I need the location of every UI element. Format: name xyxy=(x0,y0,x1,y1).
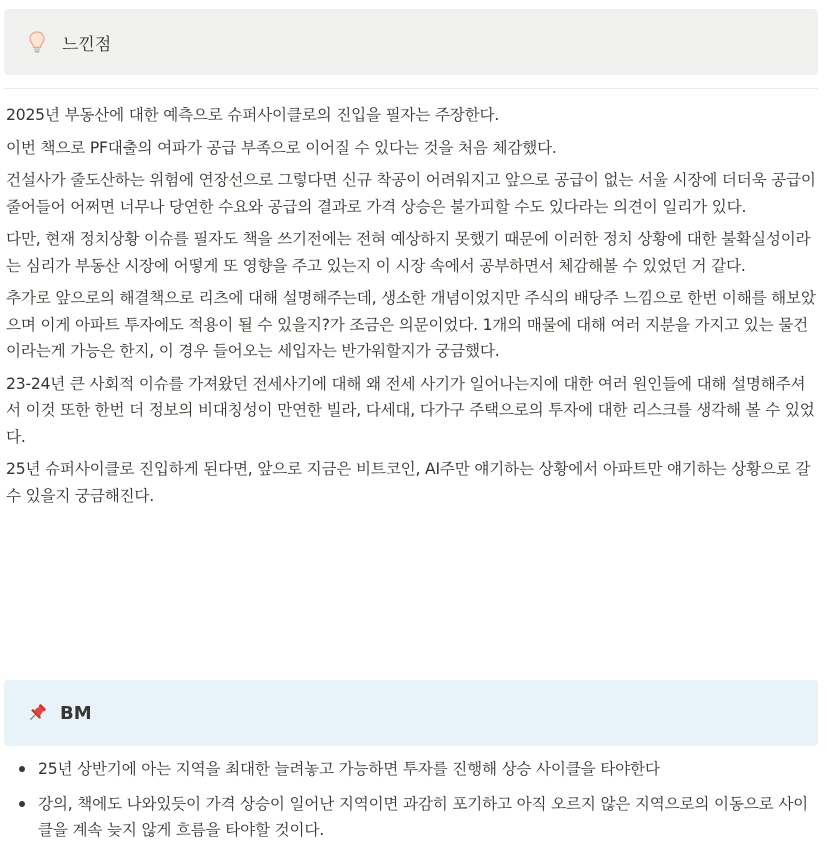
pushpin-icon xyxy=(24,700,50,726)
callout-title: 느낀점 xyxy=(62,34,112,55)
paragraph: 23-24년 큰 사회적 이슈를 가져왔던 전세사기에 대해 왜 전세 사기가 일어나는지에 대한 여러 원인들에 대해 설명해주셔서 이것 또한 한번 더 정보의 비대칭성이 만연한 빌라, 다세대, 다가구 주택으로의 투자에 대한 리스크를 생각해 볼 수 있었다. xyxy=(6,374,815,446)
list-item-text: 강의, 책에도 나와있듯이 가격 상승이 일어난 지역이면 과감히 포기하고 아직 오르지 않은 지역으로의 이동으로 사이클을 계속 늦지 않게 흐름을 타야할 것이다. xyxy=(38,794,808,839)
bm-callout xyxy=(4,680,818,746)
paragraph-list xyxy=(6,102,818,515)
lightbulb-icon xyxy=(24,29,50,55)
paragraph: 이번 책으로 PF대출의 여파가 공급 부족으로 이어질 수 있다는 것을 처음 체감했다. xyxy=(6,138,557,157)
bullet-dot-icon xyxy=(6,756,38,783)
paragraph: 다만, 현재 정치상황 이슈를 필자도 책을 쓰기전에는 전혀 예상하지 못했기 때문에 이러한 정치 상황에 대한 불확실성이라는 심리가 부동산 시장에 어떻게 또 영향을 주고 있는지 이 시장 속에서 공부하면서 체감해볼 수 있었던 거 같다. xyxy=(6,230,811,275)
list-item xyxy=(6,756,818,783)
paragraph: 25년 슈퍼사이클로 진입하게 된다면, 앞으로 지금은 비트코인, AI주만 얘기하는 상황에서 아파트만 얘기하는 상황으로 갈 수 있을지 궁금해진다. xyxy=(6,460,811,505)
paragraph: 2025년 부동산에 대한 예측으로 슈퍼사이클로의 진입을 필자는 주장한다. xyxy=(6,106,500,124)
callout-title: BM xyxy=(60,702,92,724)
bullet-list xyxy=(6,756,818,852)
list-item xyxy=(6,791,818,844)
paragraph: 건설사가 줄도산하는 위험에 연장선으로 그렇다면 신규 착공이 어려워지고 앞으로 공급이 없는 서울 시장에 더더욱 공급이 줄어들어 어쩌면 너무나 당연한 수요와 공급의 결과로 가격 상승은 불가피할 수도 있다라는 의견이 일리가 있다. xyxy=(6,171,816,216)
insight-callout xyxy=(4,9,818,75)
divider xyxy=(4,88,818,89)
list-item-text: 25년 상반기에 아는 지역을 최대한 늘려놓고 가능하면 투자를 진행해 상승 사이클을 타야한다 xyxy=(38,760,660,778)
paragraph: 추가로 앞으로의 해결책으로 리츠에 대해 설명해주는데, 생소한 개념이었지만 주식의 배당주 느낌으로 한번 이해를 해보았으며 이게 아파트 투자에도 적용이 될 수 있을지?가 조금은 의문이었다. 1개의 매물에 대해 여러 지분을 가지고 있는 물건이라는게 가능은 한지, 이 경우 들어오는 세입자는 반가워할지가 궁금했다. xyxy=(6,289,816,360)
bullet-dot-icon xyxy=(6,791,38,844)
